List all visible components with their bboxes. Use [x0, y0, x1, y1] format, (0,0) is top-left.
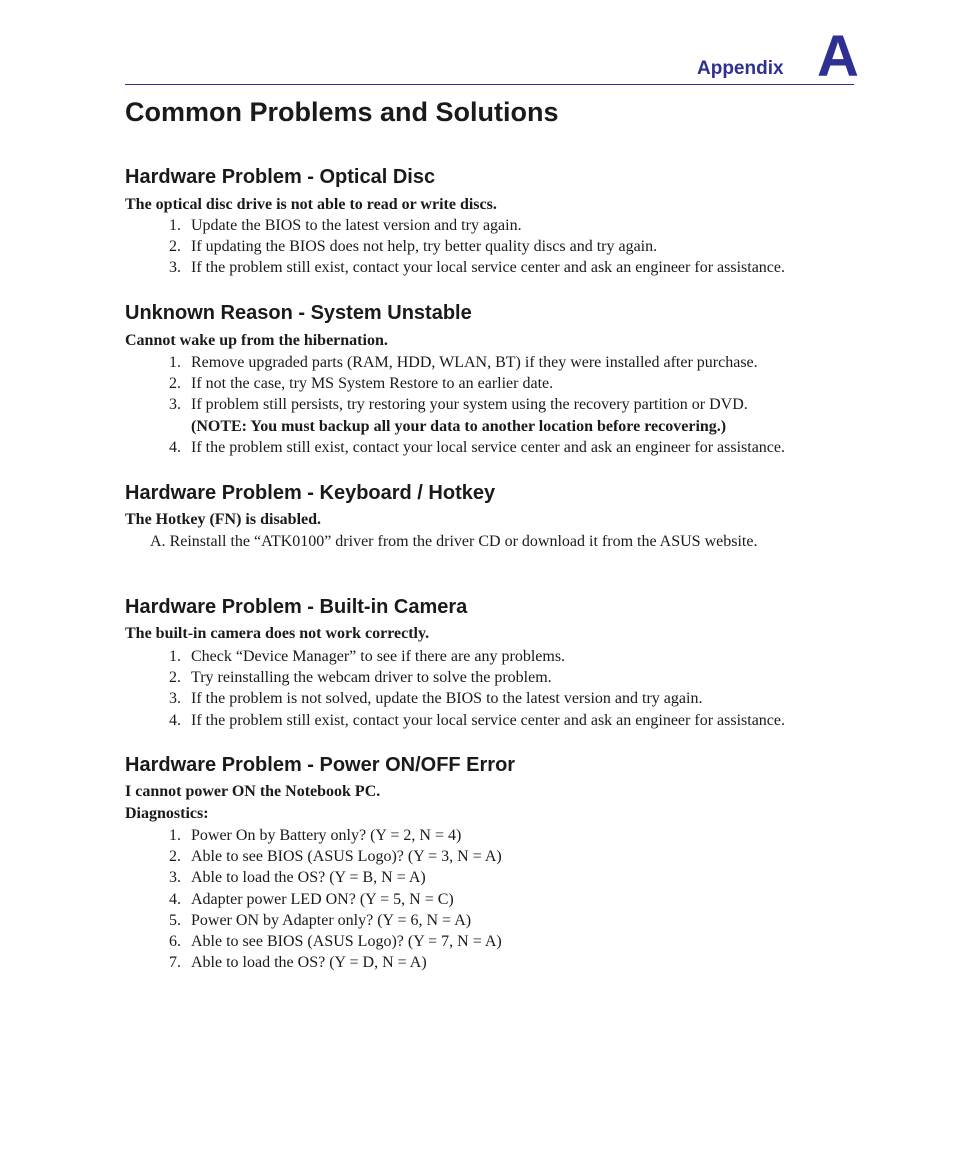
item-text: Able to load the OS? (Y = B, N = A)	[191, 869, 426, 887]
item-number: 4.	[169, 890, 181, 908]
list-item	[169, 257, 785, 278]
item-number: 1.	[169, 217, 181, 234]
item-number: 1.	[169, 648, 181, 665]
page-title: Common Problems and Solutions	[125, 97, 559, 127]
item-text: If the problem is not solved, update the BIOS to the latest version and try again.	[191, 690, 703, 708]
problem-statement-power-error: I cannot power ON the Notebook PC.	[125, 783, 381, 800]
list-item	[169, 646, 785, 667]
item-text: If the problem still exist, contact your local service center and ask an engineer for assistance.	[191, 438, 785, 456]
item-number: 7.	[169, 954, 181, 972]
solution-list-optical-disc	[169, 215, 785, 279]
item-text: If the problem still exist, contact your local service center and ask an engineer for assistance.	[191, 259, 785, 277]
item-number: 2.	[169, 375, 181, 393]
list-item	[169, 688, 785, 709]
list-item	[169, 910, 502, 931]
item-number: A.	[150, 533, 166, 550]
item-text: Power ON by Adapter only? (Y = 6, N = A)	[191, 911, 472, 929]
list-item	[169, 667, 785, 688]
section-heading-power-error: Hardware Problem - Power ON/OFF Error	[125, 754, 516, 776]
list-item	[169, 867, 502, 888]
list-item	[169, 952, 502, 973]
appendix-letter: A	[817, 24, 859, 89]
item-number: 2.	[169, 669, 181, 687]
problem-statement-built-in-camera: The built-in camera does not work correctly.	[125, 625, 430, 642]
item-number: 1.	[169, 354, 181, 371]
item-number: 5.	[169, 911, 181, 929]
item-number: 4.	[169, 438, 181, 456]
item-text: Update the BIOS to the latest version and try again.	[191, 217, 522, 234]
list-item	[150, 531, 757, 552]
list-item	[169, 931, 502, 952]
section-heading-built-in-camera: Hardware Problem - Built-in Camera	[125, 596, 468, 618]
solution-list-built-in-camera	[169, 646, 785, 731]
section-heading-optical-disc: Hardware Problem - Optical Disc	[125, 166, 436, 188]
item-text: Try reinstalling the webcam driver to solve the problem.	[191, 669, 552, 687]
item-number: 2.	[169, 238, 181, 256]
list-item	[169, 846, 502, 867]
list-item	[169, 373, 785, 394]
item-text: Power On by Battery only? (Y = 2, N = 4)	[191, 827, 462, 844]
header-divider	[125, 84, 854, 85]
list-item	[169, 236, 785, 257]
item-text: Adapter power LED ON? (Y = 5, N = C)	[191, 890, 454, 908]
item-text: If not the case, try MS System Restore to an earlier date.	[191, 375, 554, 393]
problem-statement-system-unstable: Cannot wake up from the hibernation.	[125, 332, 388, 349]
item-text: If problem still persists, try restoring your system using the recovery partition or DVD.	[191, 396, 748, 414]
item-text: Reinstall the “ATK0100” driver from the driver CD or download it from the ASUS website.	[169, 533, 758, 550]
item-number: 3.	[169, 396, 181, 414]
list-item	[169, 352, 785, 373]
item-text: Remove upgraded parts (RAM, HDD, WLAN, BT) if they were installed after purchase.	[191, 354, 758, 371]
problem-statement-optical-disc: The optical disc drive is not able to read or write discs.	[125, 196, 497, 213]
diagnostics-list	[169, 825, 502, 973]
list-item	[169, 394, 785, 415]
item-text: If updating the BIOS does not help, try better quality discs and try again.	[191, 238, 658, 256]
item-number: 2.	[169, 848, 181, 866]
list-item	[169, 825, 502, 846]
item-text: If the problem still exist, contact your local service center and ask an engineer for assistance.	[191, 711, 785, 729]
list-item	[169, 437, 785, 458]
item-number: 6.	[169, 933, 181, 951]
list-item	[169, 889, 502, 910]
item-number: 1.	[169, 827, 181, 844]
item-number: 3.	[169, 690, 181, 708]
list-item	[169, 710, 785, 731]
appendix-label: Appendix	[697, 58, 784, 79]
backup-note: (NOTE: You must backup all your data to another location before recovering.)	[191, 417, 727, 435]
solution-list-system-unstable	[169, 352, 785, 458]
problem-statement-keyboard-hotkey: The Hotkey (FN) is disabled.	[125, 511, 322, 528]
item-number: 3.	[169, 259, 181, 277]
list-item	[169, 215, 785, 236]
item-text: Able to see BIOS (ASUS Logo)? (Y = 3, N = A)	[191, 848, 502, 866]
item-text: Check “Device Manager” to see if there are any problems.	[191, 648, 566, 665]
item-number: 3.	[169, 869, 181, 887]
diagnostics-label: Diagnostics:	[125, 805, 209, 822]
section-heading-system-unstable: Unknown Reason - System Unstable	[125, 302, 472, 324]
item-text: Able to load the OS? (Y = D, N = A)	[191, 954, 427, 972]
section-heading-keyboard-hotkey: Hardware Problem - Keyboard / Hotkey	[125, 482, 496, 504]
item-number: 4.	[169, 711, 181, 729]
item-text: Able to see BIOS (ASUS Logo)? (Y = 7, N = A)	[191, 933, 502, 951]
